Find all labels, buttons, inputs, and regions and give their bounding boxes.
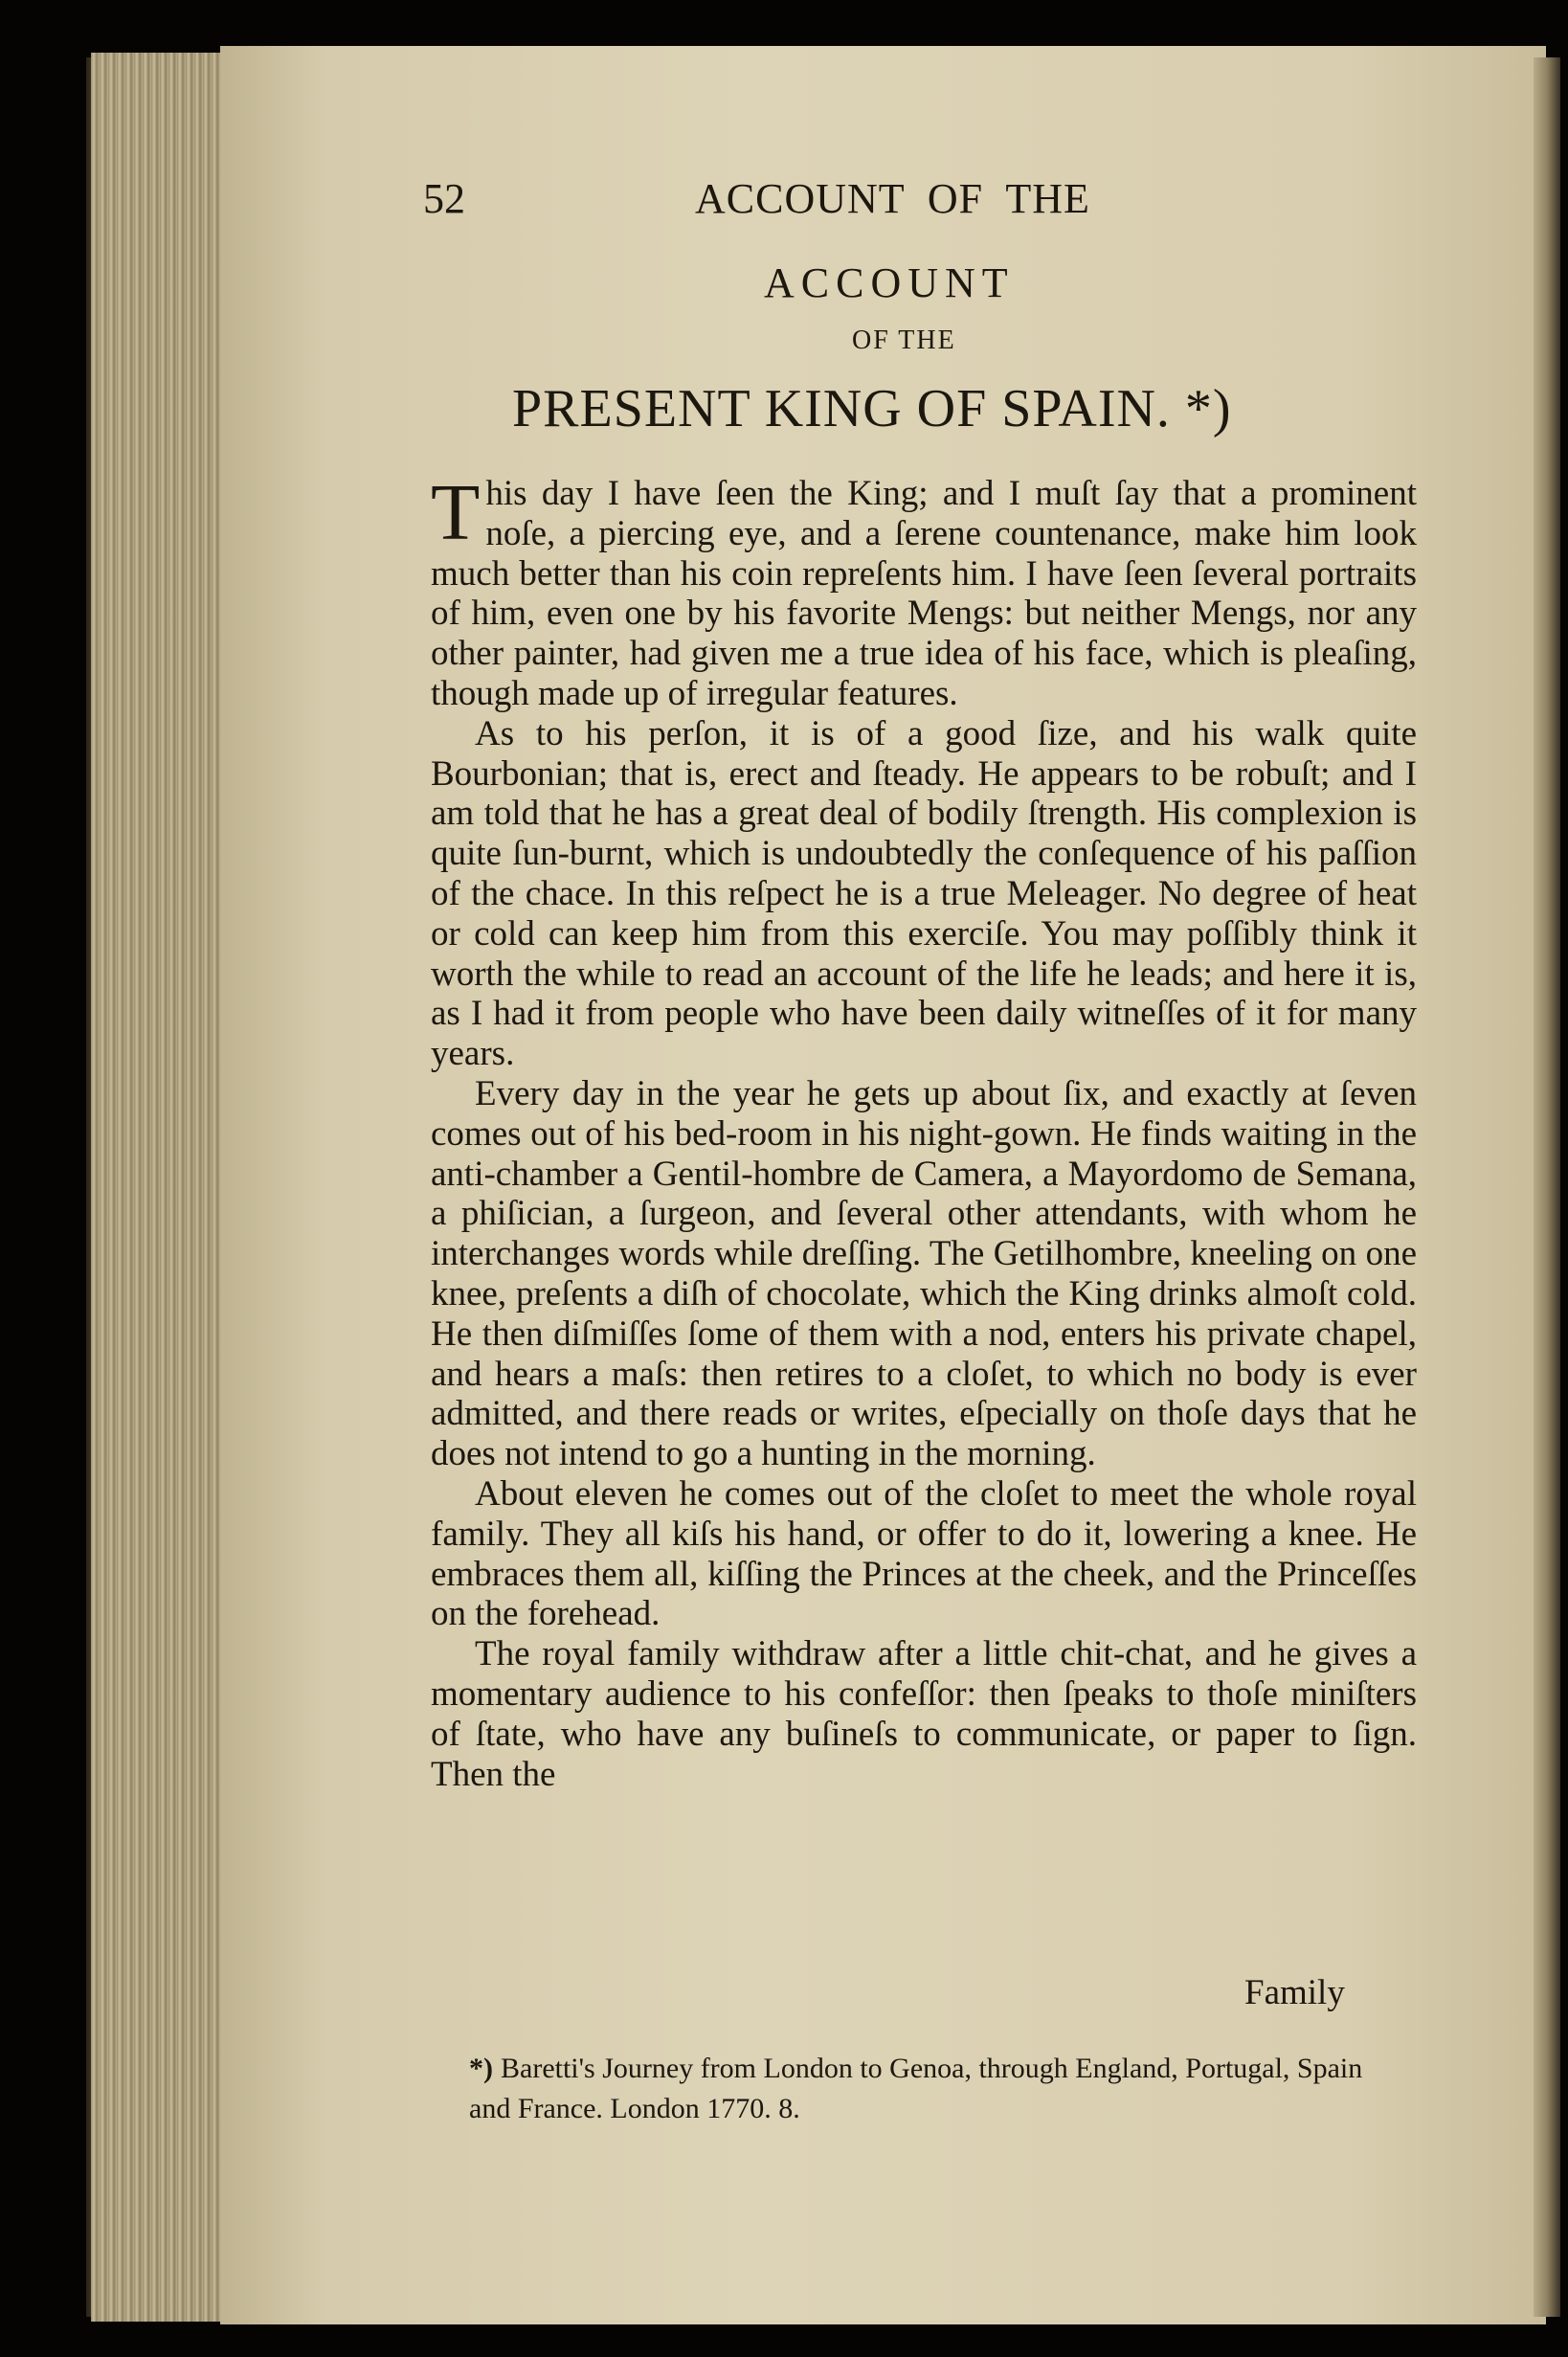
heading-account: ACCOUNT: [764, 259, 1015, 306]
page-number: 52: [423, 175, 465, 222]
running-title: ACCOUNT OF THE: [695, 175, 1090, 222]
page-edges-left: [91, 53, 225, 2322]
paragraph-5: The royal family withdraw after a little chit-chat, and he gives a momentary audience to his confeſſor: then ſpeaks to thoſe miniſters of ſtate, who have any buſineſs to communicate, or paper to ſign. Then the: [431, 1634, 1417, 1794]
heading-present-king: PRESENT KING OF SPAIN. *): [512, 379, 1232, 438]
paragraph-1: This day I have ſeen the King; and I muſt ſay that a prominent noſe, a piercing eye, and a ſerene countenance, make him look much better than his coin repreſents him. I have ſeen ſeveral portraits of him, even one by his favorite Mengs: but neither Mengs, nor any other painter, had given me a true idea of his face, which is pleaſing, though made up of irregular features.: [431, 468, 1417, 713]
footnote-text: Baretti's Journey from London to Genoa, through England, Portugal, Spain and France. London 1770. 8.: [469, 2053, 1363, 2124]
body-text: [431, 468, 1417, 1794]
heading-of-the: OF THE: [852, 325, 956, 355]
page-edge-right: [1534, 57, 1560, 2317]
paragraph-3: Every day in the year he gets up about ſix, and exactly at ſeven comes out of his bed-room in his night-gown. He finds waiting in the anti-chamber a Gentil-hombre de Camera, a Mayordomo de Semana, a phiſician, a ſurgeon, and ſeveral other attendants, with whom he interchanges words while dreſſing. The Getilhombre, kneeling on one knee, preſents a diſh of chocolate, which the King drinks almoſt cold. He then diſmiſſes ſome of them with a nod, enters his private chapel, and hears a maſs: then retires to a cloſet, to which no body is ever admitted, and there reads or writes, eſpecially on thoſe days that he does not intend to go a hunting in the morning.: [431, 1073, 1417, 1474]
footnote: [469, 2049, 1407, 2129]
paragraph-2: As to his perſon, it is of a good ſize, and his walk quite Bourbonian; that is, erect and ſteady. He appears to be robuſt; and I am told that he has a great deal of bodily ſtrength. His complexion is quite ſun-burnt, which is undoubtedly the conſequence of his paſſion of the chace. In this reſpect he is a true Meleager. No degree of heat or cold can keep him from this exerciſe. You may poſſibly think it worth the while to read an account of the life he leads; and here it is, as I had it from people who have been daily witneſſes of it for many years.: [431, 713, 1417, 1074]
paragraph-4: About eleven he comes out of the cloſet to meet the whole royal family. They all kiſs his hand, or offer to do it, lowering a knee. He embraces them all, kiſſing the Princes at the cheek, and the Princeſſes on the forehead.: [431, 1473, 1417, 1634]
footnote-marker: *): [469, 2053, 493, 2084]
catchword: Family: [1244, 1973, 1345, 2012]
running-head: [0, 174, 1568, 232]
